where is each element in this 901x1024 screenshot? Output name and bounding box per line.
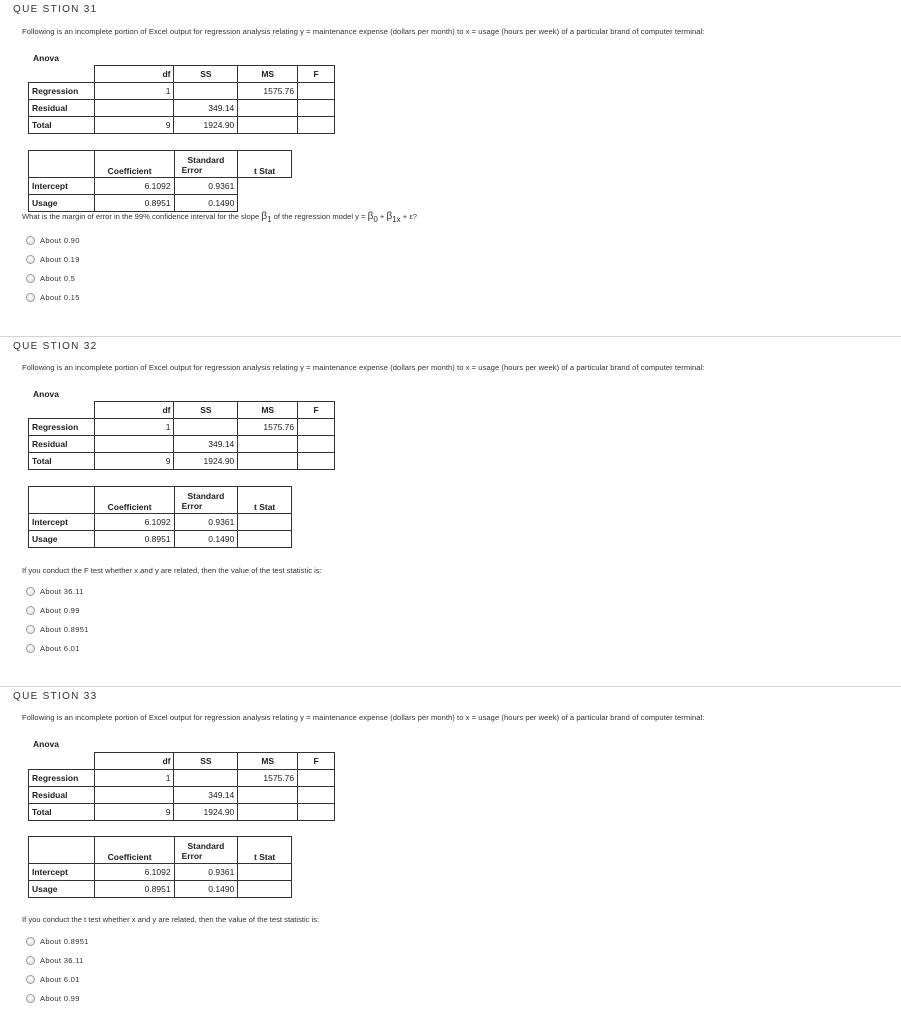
table-row [29, 531, 292, 548]
prompt-text: + [377, 212, 387, 221]
answer-options [26, 231, 80, 307]
cell-f [298, 453, 335, 470]
answer-option[interactable] [26, 970, 89, 989]
cell-ss: 349.14 [174, 787, 238, 804]
option-label: About 0.90 [40, 236, 80, 245]
cell-f [298, 436, 335, 453]
row-label-regression: Regression [29, 83, 95, 100]
option-label: About 0.5 [40, 274, 76, 283]
answer-option[interactable] [26, 582, 89, 601]
cell-ms [238, 117, 298, 134]
header-coefficient: Coefficient [94, 487, 174, 514]
cell-ms: 1575.76 [238, 770, 298, 787]
cell-coefficient: 0.8951 [94, 881, 174, 898]
anova-label: Anova [33, 53, 59, 63]
answer-options [26, 582, 89, 658]
cell-ms [238, 100, 298, 117]
header-f: F [298, 66, 335, 83]
header-df: df [94, 402, 174, 419]
cell-df: 1 [94, 770, 174, 787]
row-label-intercept: Intercept [29, 514, 95, 531]
radio-button[interactable] [26, 293, 35, 302]
table-row [29, 804, 335, 821]
cell-ss [174, 419, 238, 436]
row-label-intercept: Intercept [29, 178, 95, 195]
row-label-total: Total [29, 804, 95, 821]
question-title: QUE STION 31 [13, 4, 98, 15]
radio-button[interactable] [26, 625, 35, 634]
cell-t-stat [238, 864, 292, 881]
header-ss: SS [174, 402, 238, 419]
coefficients-table [28, 486, 292, 548]
question-divider [0, 336, 901, 337]
cell-ms [238, 436, 298, 453]
radio-button[interactable] [26, 956, 35, 965]
cell-f [298, 83, 335, 100]
answer-option[interactable] [26, 250, 80, 269]
answer-option[interactable] [26, 620, 89, 639]
question-divider [0, 686, 901, 687]
cell-standard-error: 0.1490 [174, 881, 238, 898]
answer-options [26, 932, 89, 1008]
cell-ss: 349.14 [174, 436, 238, 453]
header-standard: Standard [187, 490, 225, 501]
option-label: About 0.99 [40, 606, 80, 615]
anova-table [28, 65, 335, 134]
anova-header-row [29, 66, 335, 83]
coef-header-row [29, 837, 292, 864]
header-coefficient: Coefficient [94, 151, 174, 178]
cell-df [94, 436, 174, 453]
header-t-stat: t Stat [238, 487, 292, 514]
answer-option[interactable] [26, 989, 89, 1008]
header-t-stat: t Stat [238, 151, 292, 178]
question-intro: Following is an incomplete portion of Excel output for regression analysis relating y = maintenance expense (dollars per month) to x = usage (hours per week) of a particular brand of computer terminal: [22, 363, 705, 372]
row-label-usage: Usage [29, 881, 95, 898]
option-label: About 36.11 [40, 956, 84, 965]
header-ss: SS [174, 66, 238, 83]
cell-ss: 1924.90 [174, 453, 238, 470]
row-label-usage: Usage [29, 195, 95, 212]
header-coefficient: Coefficient [94, 837, 174, 864]
cell-f [298, 100, 335, 117]
cell-f [298, 117, 335, 134]
anova-label: Anova [33, 389, 59, 399]
anova-header-row [29, 753, 335, 770]
cell-standard-error: 0.9361 [174, 864, 238, 881]
question-title: QUE STION 32 [13, 341, 98, 352]
table-row [29, 195, 292, 212]
radio-button[interactable] [26, 644, 35, 653]
cell-standard-error: 0.9361 [174, 178, 238, 195]
table-row [29, 436, 335, 453]
header-df: df [94, 66, 174, 83]
table-row [29, 864, 292, 881]
cell-t-stat [238, 195, 292, 212]
answer-option[interactable] [26, 639, 89, 658]
cell-ss: 349.14 [174, 100, 238, 117]
subscript: 1x [392, 215, 401, 224]
option-label: About 0.19 [40, 255, 80, 264]
header-error: Error [181, 850, 203, 861]
cell-f [298, 787, 335, 804]
cell-ss [174, 83, 238, 100]
question-intro: Following is an incomplete portion of Excel output for regression analysis relating y = maintenance expense (dollars per month) to x = usage (hours per week) of a particular brand of computer terminal: [22, 27, 705, 36]
cell-ms [238, 453, 298, 470]
cell-ms: 1575.76 [238, 83, 298, 100]
cell-t-stat [238, 178, 292, 195]
question-intro: Following is an incomplete portion of Excel output for regression analysis relating y = maintenance expense (dollars per month) to x = usage (hours per week) of a particular brand of computer terminal: [22, 713, 705, 722]
header-df: df [94, 753, 174, 770]
question-prompt [22, 211, 417, 224]
beta-symbol: β [386, 211, 393, 222]
table-row [29, 117, 335, 134]
coefficients-table [28, 150, 292, 212]
table-row [29, 770, 335, 787]
coef-header-row [29, 487, 292, 514]
anova-table [28, 752, 335, 821]
option-label: About 0.99 [40, 994, 80, 1003]
cell-df [94, 100, 174, 117]
cell-ms: 1575.76 [238, 419, 298, 436]
question-prompt: If you conduct the F test whether x and y are related, then the value of the test statistic is: [22, 566, 322, 575]
header-standard: Standard [187, 840, 225, 851]
anova-table [28, 401, 335, 470]
cell-coefficient: 0.8951 [94, 195, 174, 212]
header-standard-error [174, 837, 238, 864]
row-label-usage: Usage [29, 531, 95, 548]
anova-header-row [29, 402, 335, 419]
answer-option[interactable] [26, 951, 89, 970]
table-row [29, 787, 335, 804]
table-row [29, 178, 292, 195]
answer-option[interactable] [26, 231, 80, 250]
row-label-total: Total [29, 453, 95, 470]
row-label-regression: Regression [29, 419, 95, 436]
coef-header-row [29, 151, 292, 178]
table-row [29, 100, 335, 117]
table-row [29, 881, 292, 898]
option-label: About 0.8951 [40, 937, 89, 946]
radio-button[interactable] [26, 975, 35, 984]
option-label: About 0.8951 [40, 625, 89, 634]
option-label: About 36.11 [40, 587, 84, 596]
cell-ss: 1924.90 [174, 117, 238, 134]
question-prompt: If you conduct the t test whether x and y are related, then the value of the test statistic is: [22, 915, 320, 924]
table-row [29, 419, 335, 436]
cell-df [94, 787, 174, 804]
cell-df: 1 [94, 83, 174, 100]
cell-ss [174, 770, 238, 787]
header-standard-error [174, 151, 238, 178]
cell-df: 1 [94, 419, 174, 436]
header-ss: SS [174, 753, 238, 770]
radio-button[interactable] [26, 255, 35, 264]
beta-symbol: β [367, 211, 374, 222]
answer-option[interactable] [26, 288, 80, 307]
radio-button[interactable] [26, 587, 35, 596]
radio-button[interactable] [26, 274, 35, 283]
header-standard: Standard [187, 154, 225, 165]
cell-f [298, 419, 335, 436]
row-label-residual: Residual [29, 436, 95, 453]
cell-standard-error: 0.9361 [174, 514, 238, 531]
anova-label: Anova [33, 739, 59, 749]
header-t-stat: t Stat [238, 837, 292, 864]
cell-coefficient: 6.1092 [94, 514, 174, 531]
cell-df: 9 [94, 804, 174, 821]
radio-button[interactable] [26, 236, 35, 245]
cell-f [298, 770, 335, 787]
cell-t-stat [238, 531, 292, 548]
option-label: About 6.01 [40, 644, 80, 653]
option-label: About 6.01 [40, 975, 80, 984]
subscript: 0 [373, 215, 378, 224]
row-label-residual: Residual [29, 787, 95, 804]
header-ms: MS [238, 66, 298, 83]
row-label-intercept: Intercept [29, 864, 95, 881]
cell-df: 9 [94, 453, 174, 470]
header-error: Error [181, 500, 203, 511]
cell-ss: 1924.90 [174, 804, 238, 821]
table-row [29, 83, 335, 100]
cell-f [298, 804, 335, 821]
beta-symbol: β [261, 211, 268, 222]
coefficients-table [28, 836, 292, 898]
cell-df: 9 [94, 117, 174, 134]
cell-coefficient: 6.1092 [94, 864, 174, 881]
answer-option[interactable] [26, 269, 80, 288]
prompt-text: + ε? [400, 212, 417, 221]
table-row [29, 453, 335, 470]
table-row [29, 514, 292, 531]
header-f: F [298, 402, 335, 419]
subscript: 1 [267, 215, 272, 224]
cell-ms [238, 787, 298, 804]
row-label-regression: Regression [29, 770, 95, 787]
cell-standard-error: 0.1490 [174, 195, 238, 212]
cell-coefficient: 6.1092 [94, 178, 174, 195]
radio-button[interactable] [26, 994, 35, 1003]
row-label-residual: Residual [29, 100, 95, 117]
header-ms: MS [238, 753, 298, 770]
answer-option[interactable] [26, 932, 89, 951]
radio-button[interactable] [26, 606, 35, 615]
header-ms: MS [238, 402, 298, 419]
option-label: About 0.15 [40, 293, 80, 302]
header-standard-error [174, 487, 238, 514]
row-label-total: Total [29, 117, 95, 134]
answer-option[interactable] [26, 601, 89, 620]
cell-t-stat [238, 881, 292, 898]
prompt-text: What is the margin of error in the 99% confidence interval for the slope [22, 212, 262, 221]
question-title: QUE STION 33 [13, 691, 98, 702]
prompt-text: of the regression model y = [271, 212, 368, 221]
cell-standard-error: 0.1490 [174, 531, 238, 548]
header-error: Error [181, 164, 203, 175]
header-f: F [298, 753, 335, 770]
cell-t-stat [238, 514, 292, 531]
cell-coefficient: 0.8951 [94, 531, 174, 548]
cell-ms [238, 804, 298, 821]
radio-button[interactable] [26, 937, 35, 946]
